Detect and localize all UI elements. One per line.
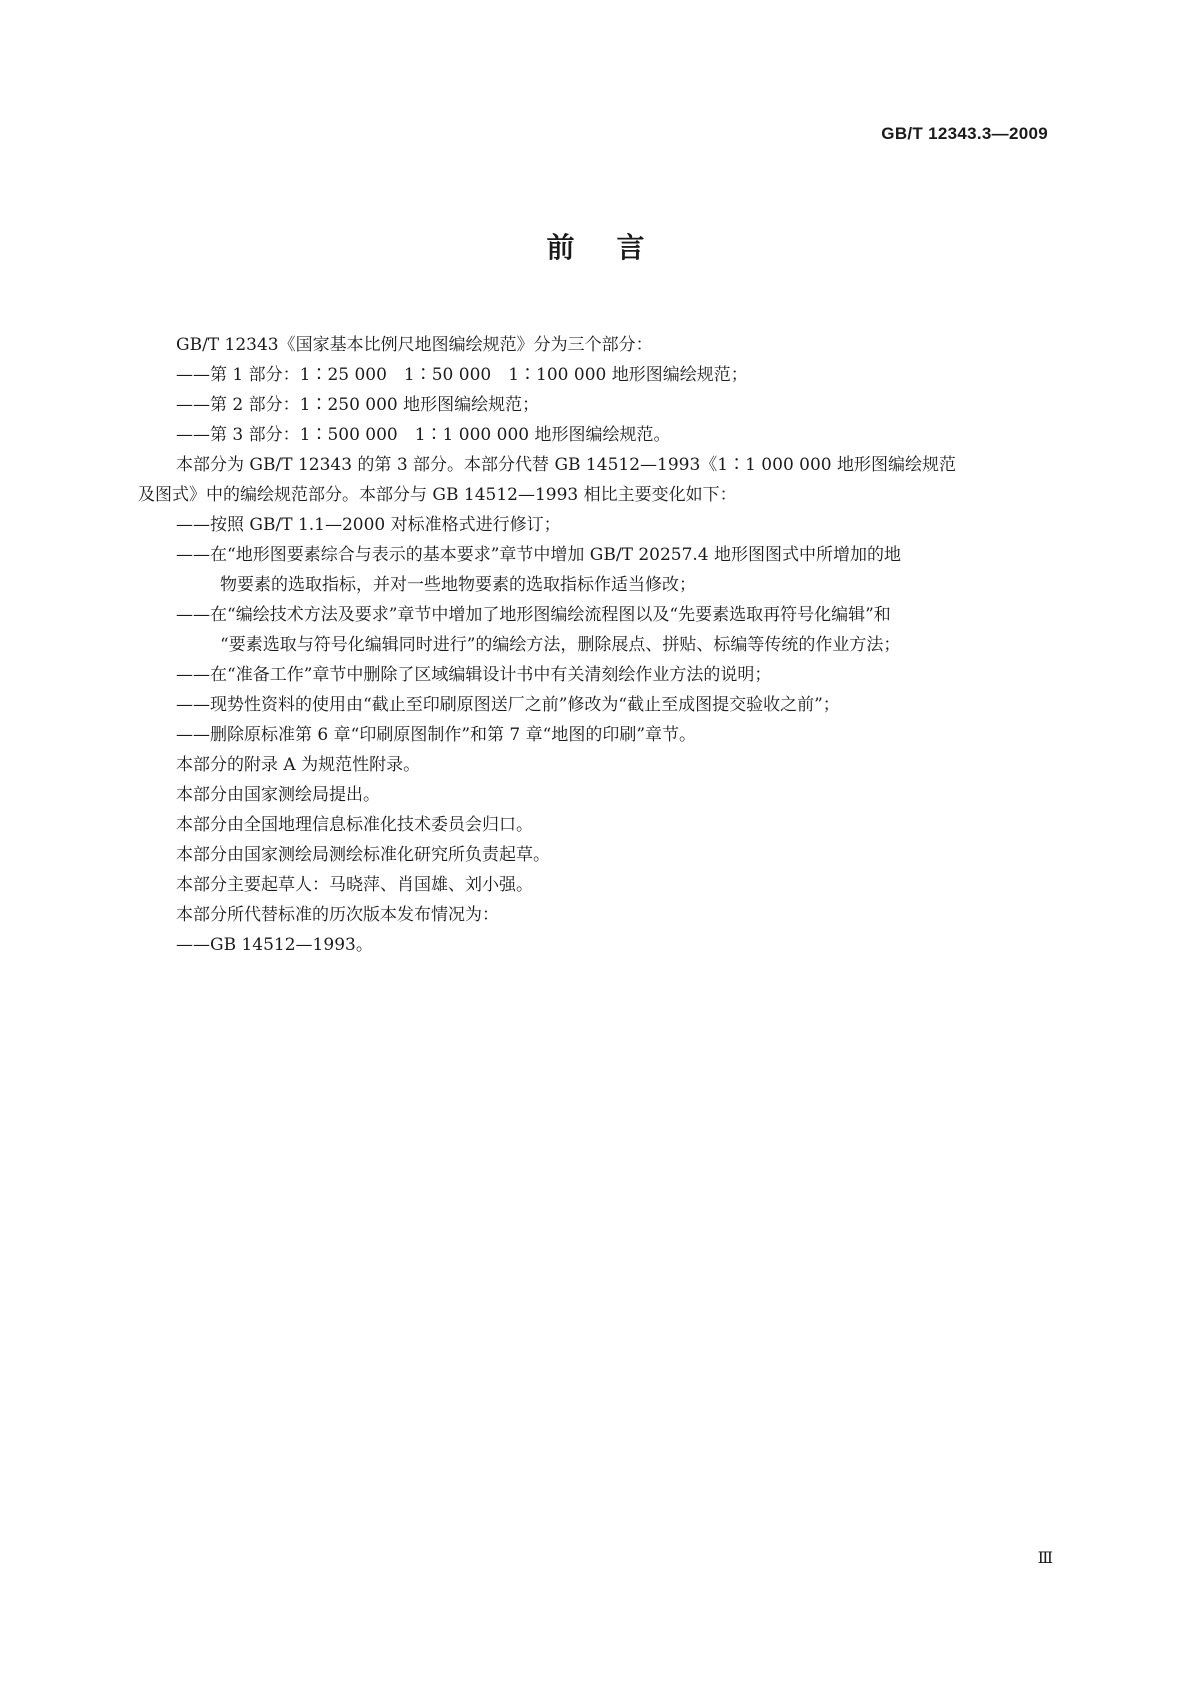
list-item-change: ——在“编绘技术方法及要求”章节中增加了地形图编绘流程图以及“先要素选取再符号化编辑”和 [176,605,891,625]
paragraph-centralizer: 本部分由全国地理信息标准化技术委员会归口。 [176,815,533,835]
paragraph-replacement-cont: 及图式》中的编绘规范部分。本部分与 GB 14512—1993 相比主要变化如下： [138,485,737,505]
page-title: 前言 [546,231,687,264]
list-item-change-cont: 物要素的选取指标，并对一些地物要素的选取指标作适当修改； [220,575,696,595]
list-item-part-3: ——第 3 部分：1∶500 000 1∶1 000 000 地形图编绘规范。 [176,425,671,445]
list-item-change: ——在“准备工作”章节中删除了区域编辑设计书中有关清刻绘作业方法的说明； [176,665,772,685]
paragraph-proposer: 本部分由国家测绘局提出。 [176,785,380,805]
paragraph-appendix: 本部分的附录 A 为规范性附录。 [176,755,421,775]
list-item-change: ——删除原标准第 6 章“印刷原图制作”和第 7 章“地图的印刷”章节。 [176,725,697,745]
standard-code: GB/T 12343.3—2009 [881,124,1048,143]
page-number: Ⅲ [1037,1548,1053,1567]
paragraph-drafters: 本部分主要起草人：马晓萍、肖国雄、刘小强。 [176,875,533,895]
list-item-change: ——按照 GB/T 1.1—2000 对标准格式进行修订； [176,515,561,535]
paragraph-history: 本部分所代替标准的历次版本发布情况为： [176,905,499,925]
list-item-change: ——在“地形图要素综合与表示的基本要求”章节中增加 GB/T 20257.4 地形图图式中所增加的地 [176,545,902,565]
paragraph-replacement: 本部分为 GB/T 12343 的第 3 部分。本部分代替 GB 14512—1993《1∶1 000 000 地形图编绘规范 [176,455,957,475]
list-item-change-cont: “要素选取与符号化编辑同时进行”的编绘方法，删除展点、拼贴、标编等传统的作业方法； [220,635,901,655]
list-item-history: ——GB 14512—1993。 [176,935,373,955]
list-item-part-2: ——第 2 部分：1∶250 000 地形图编绘规范； [176,395,540,415]
foreword-body [138,330,1066,960]
list-item-part-1: ——第 1 部分：1∶25 000 1∶50 000 1∶100 000 地形图编绘规范； [176,365,748,385]
paragraph-intro: GB/T 12343《国家基本比例尺地图编绘规范》分为三个部分： [176,335,653,355]
paragraph-drafter-org: 本部分由国家测绘局测绘标准化研究所负责起草。 [176,845,550,865]
list-item-change: ——现势性资料的使用由“截止至印刷原图送厂之前”修改为“截止至成图提交验收之前”； [176,695,840,715]
